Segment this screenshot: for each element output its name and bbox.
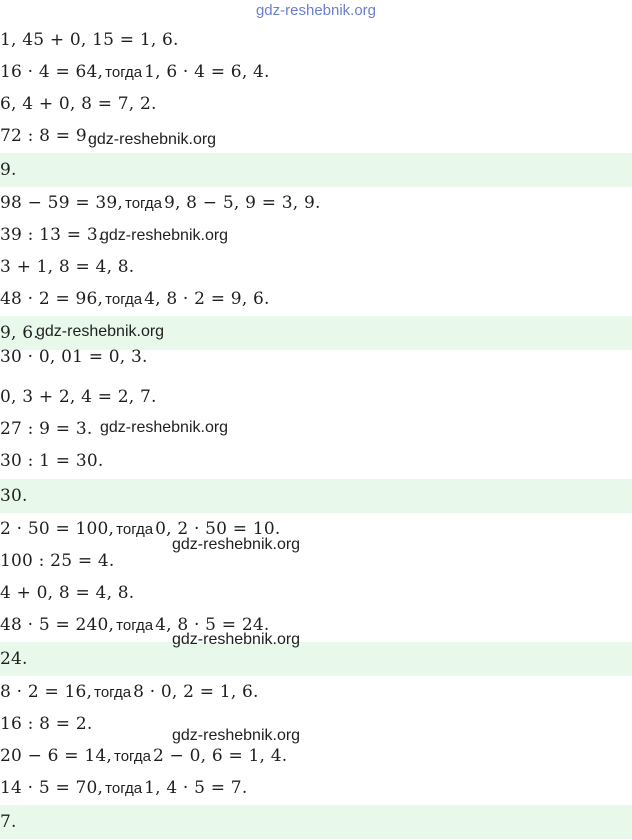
math-expression: 14 · 5 = 70,: [0, 778, 104, 798]
calculation-line: [0, 251, 632, 283]
math-expression: 100 : 25 = 4.: [0, 551, 115, 571]
math-expression: 48 · 5 = 240,: [0, 615, 115, 635]
math-expression: 72 : 8 = 9.: [0, 126, 93, 146]
watermark-label: gdz-reshebnik.org: [100, 227, 229, 244]
connector-word: тогда: [105, 290, 143, 308]
calculation-line: [0, 577, 632, 609]
math-expression: 7.: [0, 812, 17, 832]
answer-line: [0, 805, 632, 839]
watermark-label: gdz-reshebnik.org: [172, 631, 301, 648]
calculation-line: [0, 381, 632, 413]
answer-line: [0, 153, 632, 187]
connector-word: тогда: [114, 747, 151, 765]
math-expression: 9, 8 − 5, 9 = 3, 9.: [163, 193, 321, 213]
watermark-label: gdz-reshebnik.org: [36, 323, 165, 340]
math-expression: 3 + 1, 8 = 4, 8.: [0, 257, 135, 277]
calculation-line: [0, 341, 632, 373]
math-expression: 0, 2 · 50 = 10.: [155, 519, 281, 539]
math-expression: 30 · 0, 01 = 0, 3.: [0, 347, 148, 367]
math-expression: 30 : 1 = 30.: [0, 451, 104, 471]
calculation-line: [0, 676, 632, 708]
math-expression: 2 · 50 = 100,: [0, 519, 115, 539]
connector-word: тогда: [125, 194, 162, 212]
calculation-line: [0, 708, 632, 740]
math-expression: 0, 3 + 2, 4 = 2, 7.: [0, 387, 157, 407]
math-expression: 27 : 9 = 3.: [0, 419, 93, 439]
watermark-label: gdz-reshebnik.org: [172, 727, 301, 744]
calculation-line: [0, 24, 632, 56]
watermark-label: gdz-reshebnik.org: [100, 419, 229, 436]
math-expression: 6, 4 + 0, 8 = 7, 2.: [0, 94, 157, 114]
connector-word: тогда: [116, 616, 154, 634]
answer-line: [0, 642, 632, 676]
math-expression: 1, 45 + 0, 15 = 1, 6.: [0, 30, 179, 50]
calculation-line: [0, 413, 632, 445]
calculation-line: [0, 609, 632, 641]
calculation-line: [0, 445, 632, 477]
math-expression: 1, 4 · 5 = 7.: [144, 778, 248, 798]
calculation-line: [0, 187, 632, 219]
math-expression: 30.: [0, 486, 28, 506]
watermark-label: gdz-reshebnik.org: [172, 536, 301, 553]
answer-line: [0, 479, 632, 513]
watermark-label: gdz-reshebnik.org: [88, 131, 217, 148]
math-expression: 2 − 0, 6 = 1, 4.: [152, 746, 288, 766]
math-expression: 16 · 4 = 64,: [0, 62, 104, 82]
connector-word: тогда: [116, 520, 154, 538]
math-expression: 24.: [0, 649, 28, 669]
math-expression: 8 · 0, 2 = 1, 6.: [133, 682, 259, 702]
watermark-header: gdz-reshebnik.org: [255, 2, 377, 19]
math-expression: 4 + 0, 8 = 4, 8.: [0, 583, 135, 603]
calculation-line: [0, 283, 632, 315]
math-expression: 20 − 6 = 14,: [0, 746, 112, 766]
math-expression: 98 − 59 = 39,: [0, 193, 124, 213]
math-expression: 39 : 13 = 3.: [0, 225, 104, 245]
connector-word: тогда: [94, 683, 132, 701]
math-expression: 4, 8 · 2 = 9, 6.: [144, 289, 270, 309]
calculation-line: [0, 545, 632, 577]
math-expression: 4, 8 · 5 = 24.: [155, 615, 270, 635]
calculation-line: [0, 88, 632, 120]
connector-word: тогда: [105, 63, 143, 81]
calculation-line: [0, 513, 632, 545]
math-expression: 48 · 2 = 96,: [0, 289, 104, 309]
math-expression: 1, 6 · 4 = 6, 4.: [144, 62, 270, 82]
math-expression: 9, 6.: [0, 323, 39, 343]
calculation-line: [0, 219, 632, 251]
calculation-line: [0, 56, 632, 88]
calculation-line: [0, 740, 632, 772]
math-expression: 9.: [0, 160, 17, 180]
connector-word: тогда: [105, 779, 143, 797]
calculation-line: [0, 772, 632, 804]
math-expression: 16 : 8 = 2.: [0, 714, 93, 734]
math-expression: 8 · 2 = 16,: [0, 682, 93, 702]
